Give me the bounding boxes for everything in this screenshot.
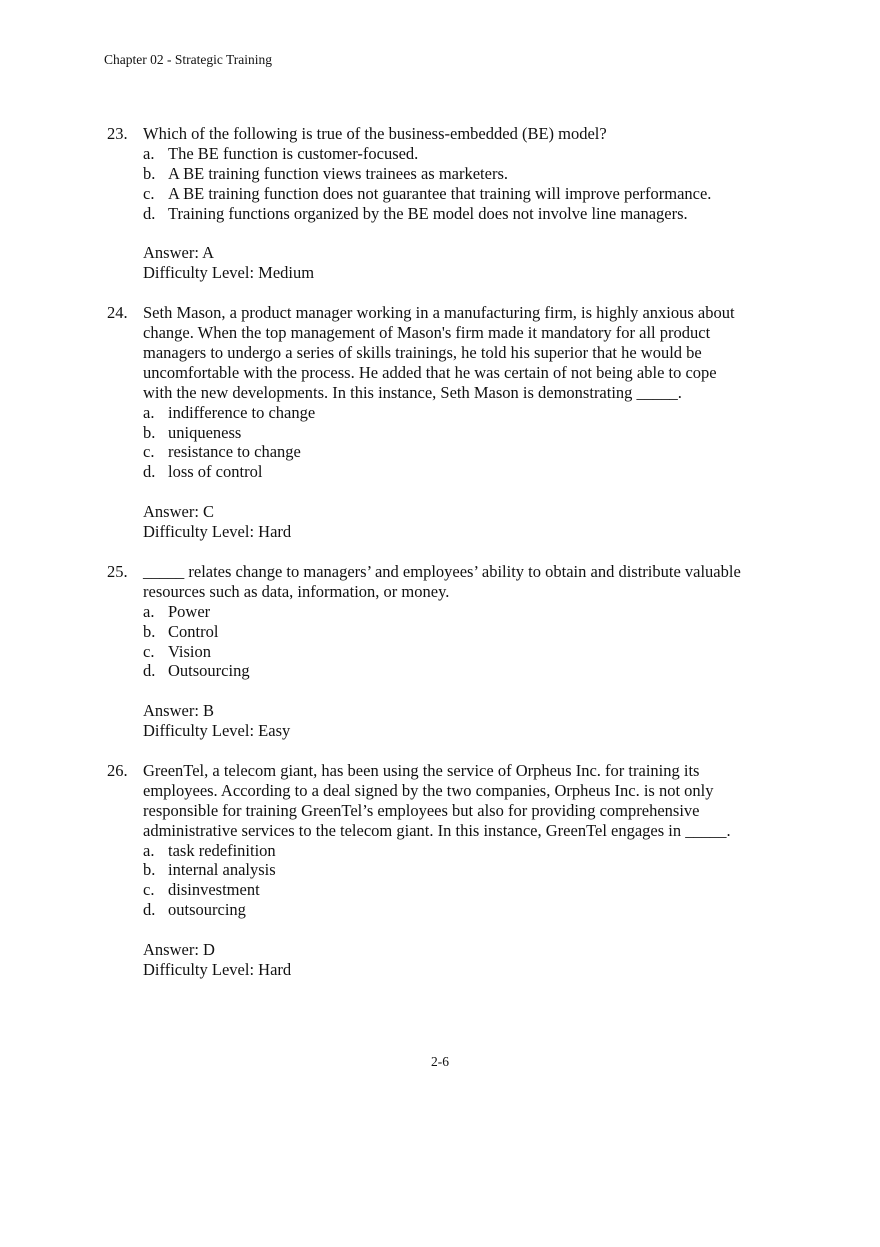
option-text: Training functions organized by the BE model does not involve line managers. [168, 203, 688, 223]
option-letter: d. [143, 900, 156, 920]
option-text: Control [168, 621, 219, 641]
question-24 [0, 303, 880, 542]
answer-line: Answer: B [143, 701, 215, 721]
option-a [143, 602, 783, 622]
option-text: outsourcing [168, 900, 246, 920]
option-list [143, 602, 783, 682]
option-letter: c. [143, 880, 155, 900]
option-list [143, 841, 783, 921]
option-text: loss of control [168, 462, 263, 482]
option-text: disinvestment [168, 880, 260, 900]
difficulty-line: Difficulty Level: Hard [143, 522, 292, 542]
option-d [143, 900, 783, 920]
question-number: 23. [107, 124, 128, 143]
option-letter: b. [143, 860, 156, 880]
question-23 [0, 124, 880, 283]
option-d [143, 204, 783, 224]
option-text: Vision [168, 641, 212, 661]
page-header: Chapter 02 - Strategic Training [104, 52, 272, 67]
question-text: Which of the following is true of the business-embedded (BE) model? [143, 124, 607, 143]
option-letter: a. [143, 143, 155, 163]
question-25 [0, 562, 880, 741]
question-number: 25. [107, 561, 128, 581]
option-b [143, 622, 783, 642]
option-c [143, 184, 783, 204]
option-letter: a. [143, 601, 155, 621]
option-letter: b. [143, 621, 156, 641]
option-letter: c. [143, 183, 155, 203]
option-a [143, 144, 783, 164]
option-letter: c. [143, 641, 155, 661]
option-text: indifference to change [168, 402, 316, 422]
difficulty-line: Difficulty Level: Easy [143, 721, 291, 741]
option-list [143, 144, 783, 224]
option-c [143, 880, 783, 900]
option-text: Power [168, 601, 211, 621]
question-text: _____ relates change to managers’ and employees’ ability to obtain and distribute valuable resources such as data, information, or money. [143, 561, 741, 601]
option-text: The BE function is customer-focused. [168, 143, 419, 163]
difficulty-line: Difficulty Level: Hard [143, 959, 292, 979]
page-number: 2-6 [431, 1054, 449, 1069]
question-text: GreenTel, a telecom giant, has been using the service of Orpheus Inc. for training its employees. According to a deal signed by the two companies, Orpheus Inc. is not only responsible for training GreenTel’s employees but also for providing comprehensive administrative services to the telecom giant. In this instance, GreenTel engages in _____. [143, 760, 731, 840]
option-text: resistance to change [168, 442, 301, 462]
option-d [143, 661, 783, 681]
option-letter: a. [143, 402, 155, 422]
option-text: A BE training function views trainees as marketers. [168, 163, 508, 183]
option-text: uniqueness [168, 422, 242, 442]
answer-line: Answer: D [143, 940, 215, 960]
option-b [143, 860, 783, 880]
option-b [143, 164, 783, 184]
question-text: Seth Mason, a product manager working in a manufacturing firm, is highly anxious about change. When the top management of Mason's firm made it mandatory for all product managers to undergo a series of skills trainings, he told his superior that he would be uncomfortable with the process. He added that he was certain of not being able to cope with the new developments. In this instance, Seth Mason is demonstrating _____. [143, 303, 735, 402]
question-26 [0, 761, 880, 980]
option-text: task redefinition [168, 840, 276, 860]
option-letter: b. [143, 163, 156, 183]
option-text: A BE training function does not guarantee that training will improve performance. [168, 183, 712, 203]
option-letter: b. [143, 422, 156, 442]
option-letter: d. [143, 661, 156, 681]
option-letter: c. [143, 442, 155, 462]
option-letter: d. [143, 462, 156, 482]
option-letter: d. [143, 203, 156, 223]
option-list [143, 403, 783, 483]
option-letter: a. [143, 840, 155, 860]
answer-line: Answer: C [143, 502, 215, 522]
option-c [143, 442, 783, 462]
question-list [0, 124, 880, 980]
question-number: 26. [107, 760, 128, 780]
option-text: Outsourcing [168, 661, 250, 681]
option-b [143, 423, 783, 443]
option-d [143, 462, 783, 482]
question-number: 24. [107, 303, 128, 323]
option-c [143, 642, 783, 662]
option-a [143, 403, 783, 423]
difficulty-line: Difficulty Level: Medium [143, 263, 315, 283]
option-a [143, 841, 783, 861]
option-text: internal analysis [168, 860, 276, 880]
answer-line: Answer: A [143, 243, 215, 263]
